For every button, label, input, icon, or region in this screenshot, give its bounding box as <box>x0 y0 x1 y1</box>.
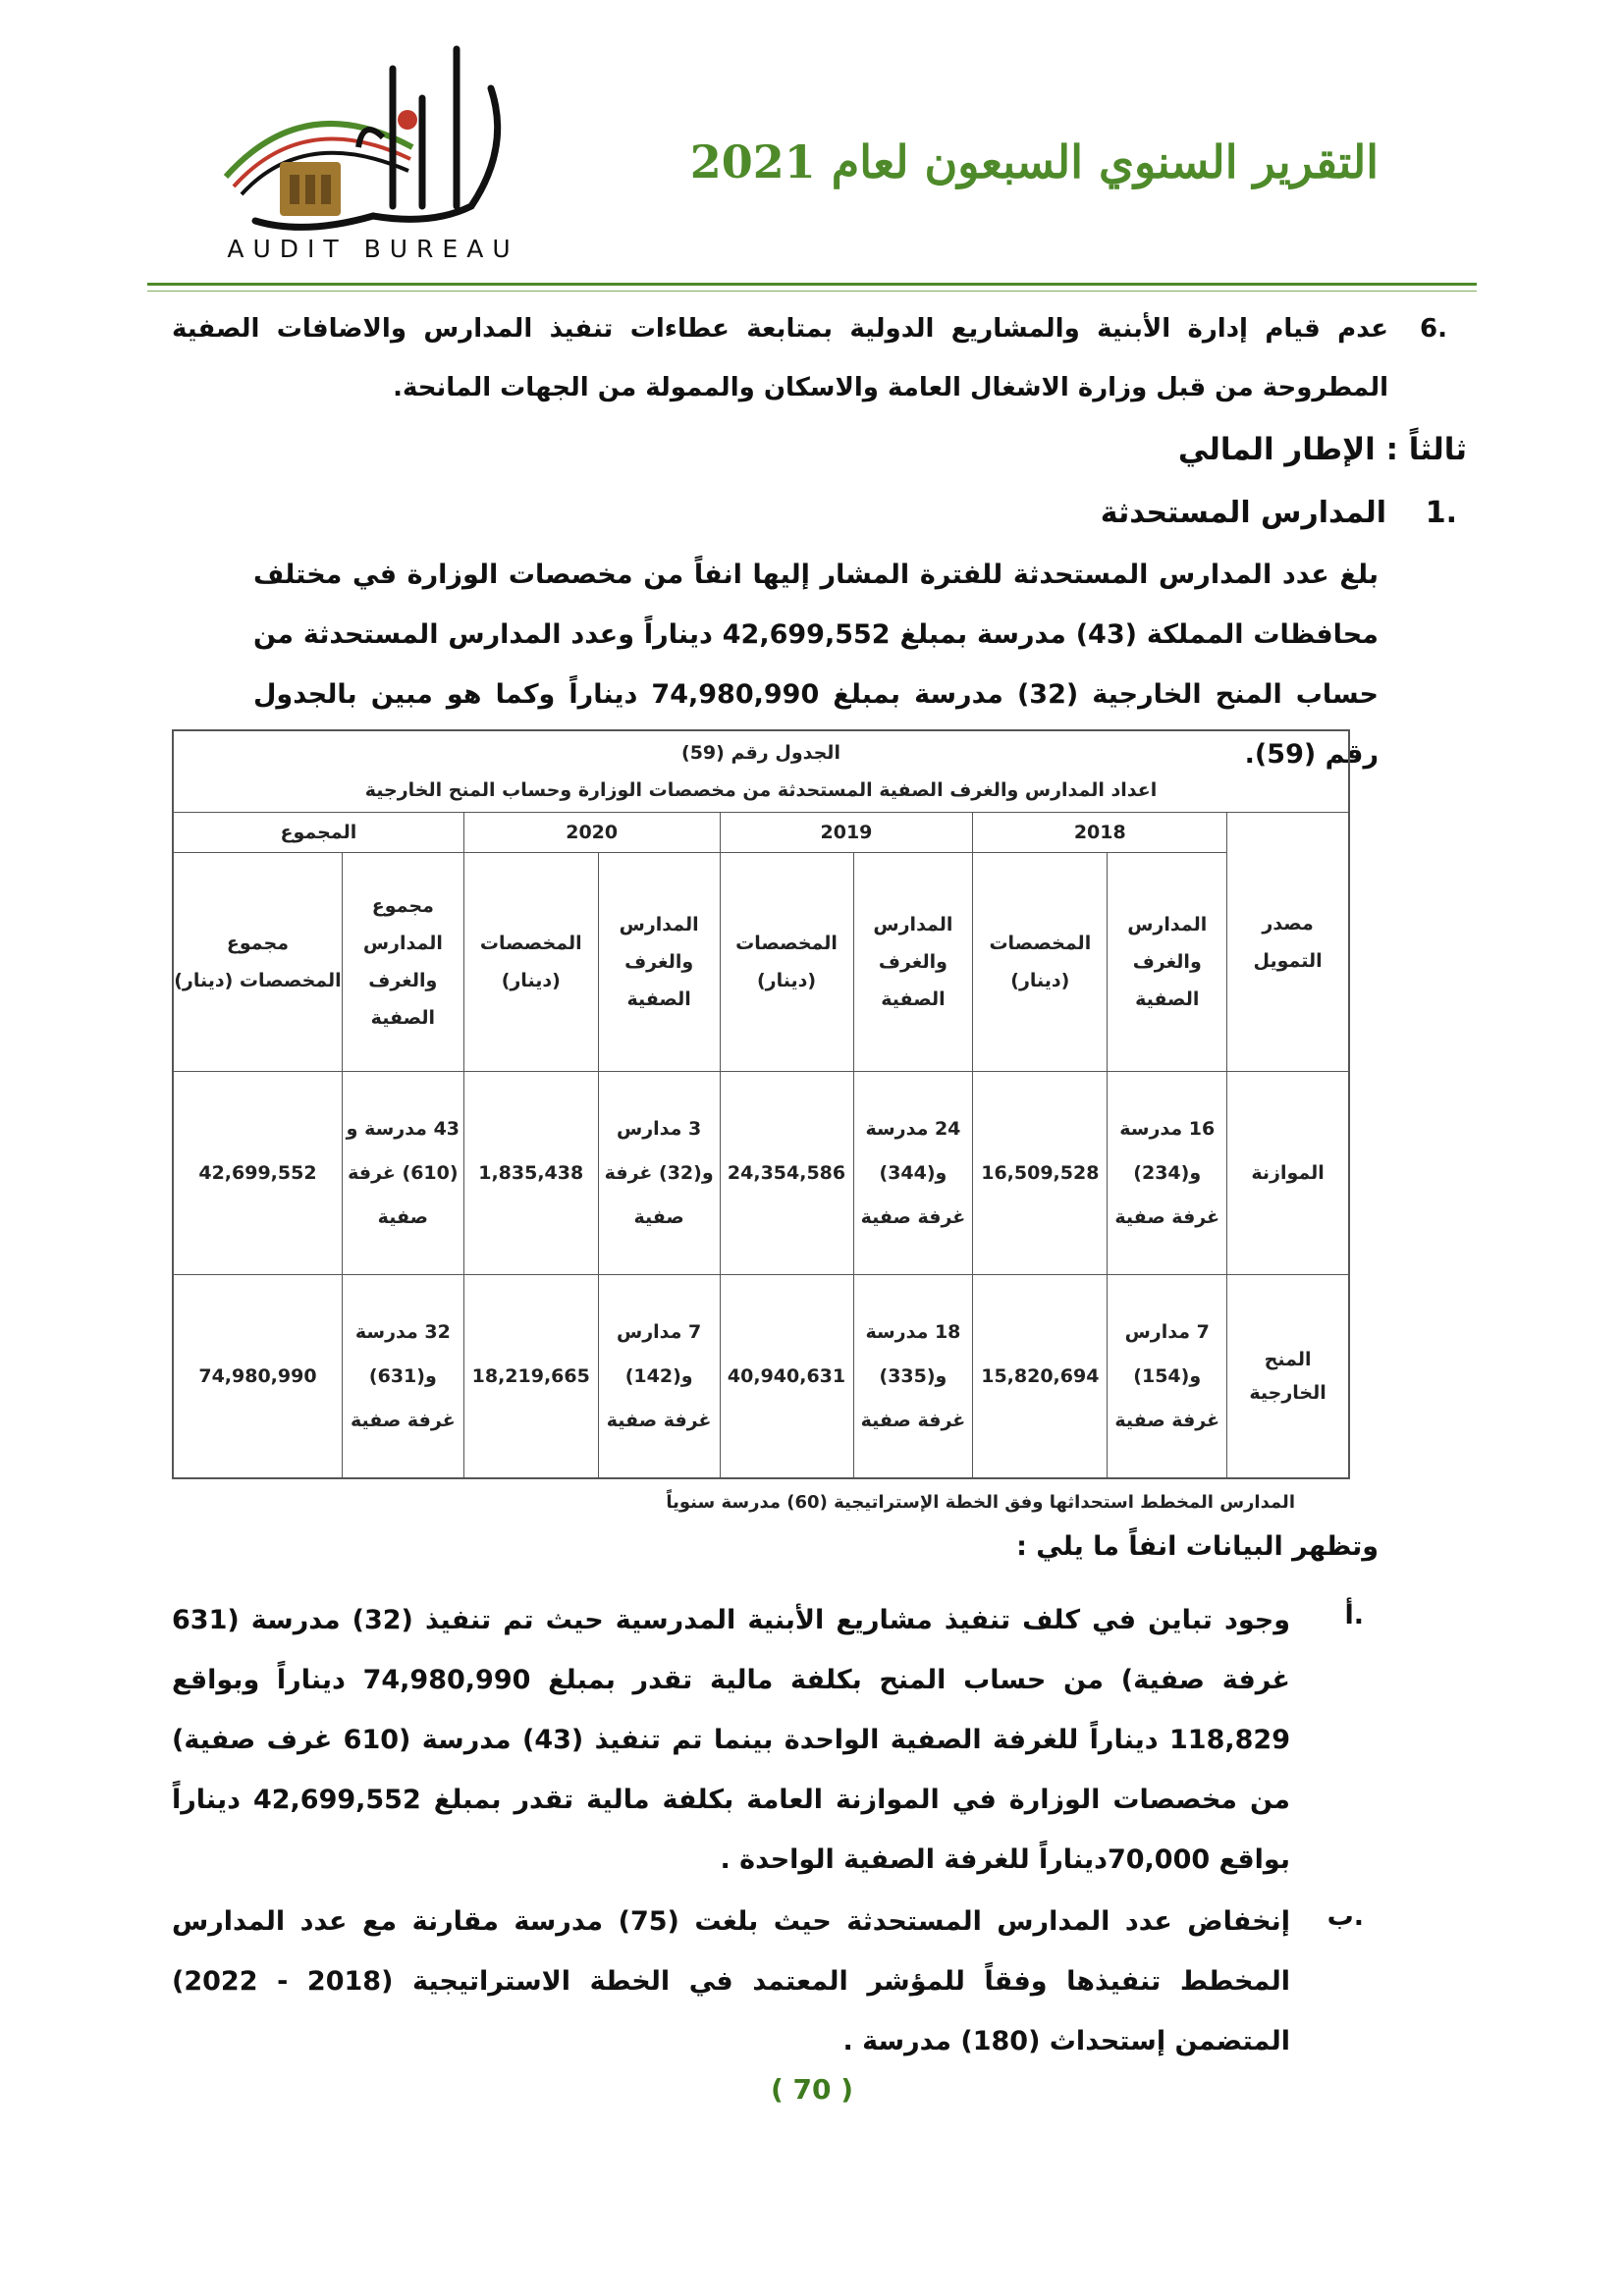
subsection-heading: المدارس المستحدثة <box>1100 496 1386 530</box>
amount-total: 42,699,552 <box>174 1072 343 1275</box>
amount-2020: 18,219,665 <box>463 1275 598 1478</box>
row-source: المنح الخارجية <box>1227 1275 1349 1478</box>
count-2019: 24 مدرسة و(344) غرفة صفية <box>853 1072 973 1275</box>
item-b-text: إنخفاض عدد المدارس المستحدثة حيث بلغت (75) مدرسة مقارنة مع عدد المدارس المخطط تنفيذها وفقاً للمؤشر المعتمد في الخطة الاستراتيجية (2018 - 2022) المتضمن إستحداث (180) مدرسة . <box>172 1906 1290 2056</box>
count-2018: 7 مدارس و(154) غرفة صفية <box>1108 1275 1227 1478</box>
year-2019: 2019 <box>720 813 973 853</box>
year-2018: 2018 <box>973 813 1227 853</box>
table-row <box>174 1072 1349 1275</box>
svg-text:ديوان المحاسبة: ديوان المحاسبة <box>180 29 187 30</box>
col-allocations-2019: المخصصات (دينار) <box>720 853 853 1072</box>
count-2020: 3 مدارس و(32) غرفة صفية <box>598 1072 720 1275</box>
col-allocations-2018: المخصصات (دينار) <box>973 853 1108 1072</box>
findings-intro: وتظهر البيانات انفاً ما يلي : <box>1016 1531 1379 1562</box>
audit-bureau-logo <box>180 29 560 265</box>
count-2020: 7 مدارس و(142) غرفة صفية <box>598 1275 720 1478</box>
col-schools-2020: المدارس والغرف الصفية <box>598 853 720 1072</box>
table-note: المدارس المخطط استحداثها وفق الخطة الإستراتيجية (60) مدرسة سنوياً <box>666 1492 1295 1513</box>
subsection-number: .1 <box>1425 496 1457 530</box>
amount-2018: 16,509,528 <box>973 1072 1108 1275</box>
page-number: ( 70 ) <box>770 2073 854 2106</box>
count-2018: 16 مدرسة و(234) غرفة صفية <box>1108 1072 1227 1275</box>
year-total: المجموع <box>174 813 464 853</box>
amount-2020: 1,835,438 <box>463 1072 598 1275</box>
point-6 <box>172 299 1447 417</box>
intro-paragraph: بلغ عدد المدارس المستحدثة للفترة المشار إليها انفاً من مخصصات الوزارة في مختلف محافظات المملكة (43) مدرسة بمبلغ 42,699,552 ديناراً وعدد المدارس المستحدثة من حساب المنح الخارجية (32) مدرسة بمبلغ 74,980,990 ديناراً وكما هو مبين بالجدول رقم (59). <box>253 560 1379 770</box>
report-title: التقرير السنوي السبعون لعام 2021 <box>689 135 1379 188</box>
amount-2019: 24,354,586 <box>720 1072 853 1275</box>
item-a-text: وجود تباين في كلف تنفيذ مشاريع الأبنية المدرسية حيث تم تنفيذ (32) مدرسة (631 غرفة صفية) من حساب المنح بكلفة مالية تقدر بمبلغ 74,980,990 ديناراً وبواقع 118,829 ديناراً للغرفة الصفية الواحدة بينما تم تنفيذ (43) مدرسة (610 غرف صفية) من مخصصات الوزارة في الموازنة العامة بكلفة مالية تقدر بمبلغ 42,699,552 ديناراً بواقع 70,000ديناراً للغرفة الصفية الواحدة . <box>172 1605 1290 1875</box>
table-caption-number: الجدول رقم (59) <box>681 742 840 764</box>
table-caption <box>174 731 1349 813</box>
point-6-number: .6 <box>1420 314 1447 344</box>
item-a-marker: .أ <box>1344 1600 1364 1630</box>
table-row <box>174 1275 1349 1478</box>
col-total-schools: مجموع المدارس والغرف الصفية <box>342 853 463 1072</box>
svg-text:AUDIT BUREAU: AUDIT BUREAU <box>227 235 519 263</box>
count-2019: 18 مدرسة و(335) غرفة صفية <box>853 1275 973 1478</box>
col-schools-2019: المدارس والغرف الصفية <box>853 853 973 1072</box>
point-6-text: عدم قيام إدارة الأبنية والمشاريع الدولية بمتابعة عطاءات تنفيذ المدارس والاضافات الصفية المطروحة من قبل وزارة الاشغال العامة والاسكان والممولة من الجهات المانحة. <box>172 314 1388 402</box>
row-source: الموازنة <box>1227 1072 1349 1275</box>
count-total: 43 مدرسة و (610) غرفة صفية <box>342 1072 463 1275</box>
header-divider <box>147 283 1477 286</box>
count-total: 32 مدرسة و(631) غرفة صفية <box>342 1275 463 1478</box>
amount-2019: 40,940,631 <box>720 1275 853 1478</box>
col-total-allocations: مجموع المخصصات (دينار) <box>174 853 343 1072</box>
table-59 <box>172 729 1350 1479</box>
header-divider-thin <box>147 291 1477 292</box>
col-allocations-2020: المخصصات (دينار) <box>463 853 598 1072</box>
amount-2018: 15,820,694 <box>973 1275 1108 1478</box>
col-schools-2018: المدارس والغرف الصفية <box>1108 853 1227 1072</box>
table-caption-title: اعداد المدارس والغرف الصفية المستحدثة من مخصصات الوزارة وحساب المنح الخارجية <box>364 779 1158 801</box>
amount-total: 74,980,990 <box>174 1275 343 1478</box>
item-b-marker: .ب <box>1326 1901 1364 1932</box>
source-header: مصدر التمويل <box>1227 813 1349 1072</box>
section-heading: ثالثاً : الإطار المالي <box>1177 432 1467 467</box>
year-2020: 2020 <box>463 813 720 853</box>
